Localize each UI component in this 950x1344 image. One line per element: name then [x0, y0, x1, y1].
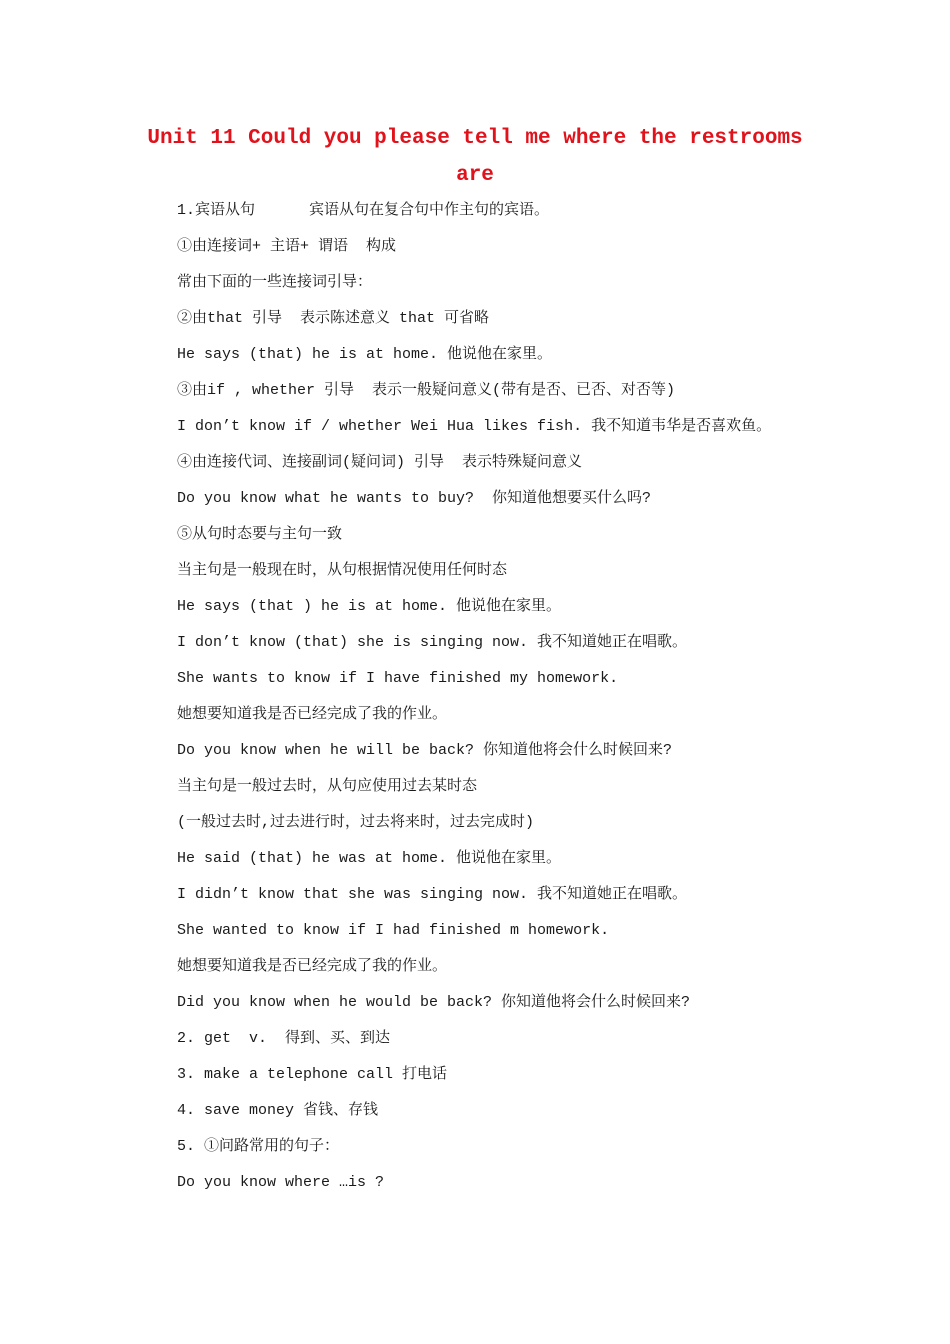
body-line: ④由连接代词、连接副词(疑问词) 引导 表示特殊疑问意义 — [177, 454, 583, 471]
body-line: Do you know where …is ? — [177, 1174, 385, 1191]
body-line: 当主句是一般过去时，从句应使用过去某时态 — [177, 778, 478, 795]
body-line: (一般过去时,过去进行时，过去将来时，过去完成时) — [177, 814, 535, 831]
body-line: She wants to know if I have finished my homework. — [177, 670, 619, 687]
body-line: 当主句是一般现在时，从句根据情况使用任何时态 — [177, 562, 508, 579]
body-line: ②由that 引导 表示陈述意义 that 可省略 — [177, 310, 490, 327]
document-title-line-2: are — [456, 164, 494, 187]
body-line: I didn’t know that she was singing now. 我不知道她正在唱歌。 — [177, 886, 688, 903]
body-line: Do you know when he will be back? 你知道他将会什么时候回来? — [177, 742, 673, 759]
body-line: I don’t know if / whether Wei Hua likes fish. 我不知道韦华是否喜欢鱼。 — [177, 418, 772, 435]
body-line: 5. ①问路常用的句子： — [177, 1138, 340, 1155]
body-line: He said (that) he was at home. 他说他在家里。 — [177, 850, 562, 867]
body-line: Did you know when he would be back? 你知道他将会什么时候回来? — [177, 994, 691, 1011]
body-line: 4. save money 省钱、存钱 — [177, 1102, 379, 1119]
body-line: 3. make a telephone call 打电话 — [177, 1066, 448, 1083]
document-body — [177, 193, 817, 1201]
body-line: ①由连接词+ 主语+ 谓语 构成 — [177, 238, 397, 255]
body-line: She wanted to know if I had finished m homework. — [177, 922, 610, 939]
body-line: ③由if , whether 引导 表示一般疑问意义(带有是否、已否、对否等) — [177, 382, 676, 399]
body-line: 1.宾语从句 宾语从句在复合句中作主句的宾语。 — [177, 202, 550, 219]
document-title-line-1: Unit 11 Could you please tell me where the restrooms — [147, 127, 803, 150]
body-line: He says (that) he is at home. 他说他在家里。 — [177, 346, 553, 363]
body-line: 她想要知道我是否已经完成了我的作业。 — [177, 706, 448, 723]
body-line: 2. get v. 得到、买、到达 — [177, 1030, 391, 1047]
body-line: 常由下面的一些连接词引导： — [177, 274, 373, 291]
body-line: I don’t know (that) she is singing now. 我不知道她正在唱歌。 — [177, 634, 688, 651]
body-line: He says (that ) he is at home. 他说他在家里。 — [177, 598, 562, 615]
body-line: Do you know what he wants to buy? 你知道他想要买什么吗? — [177, 490, 652, 507]
body-line: ⑤从句时态要与主句一致 — [177, 526, 343, 543]
body-line: 她想要知道我是否已经完成了我的作业。 — [177, 958, 448, 975]
